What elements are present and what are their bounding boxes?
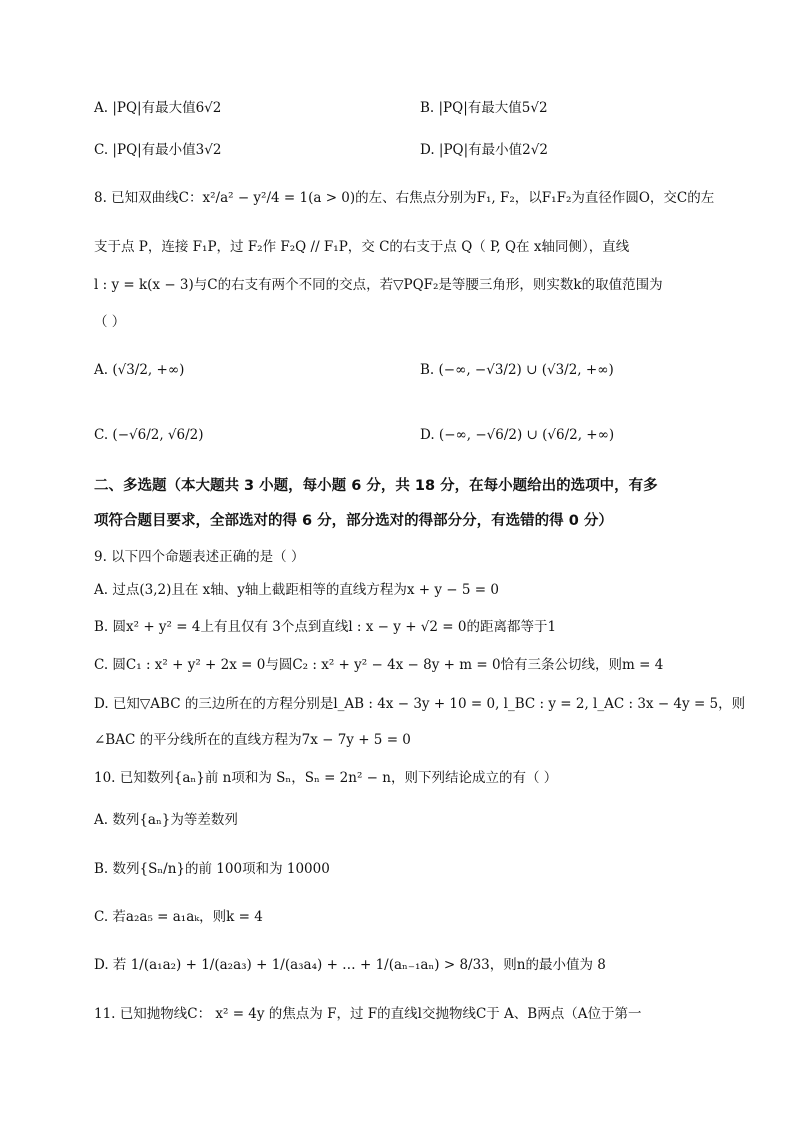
q10-option-d: D. 若 1/(a₁a₂) + 1/(a₂a₃) + 1/(a₃a₄) + … + 1/(aₙ₋₁aₙ) > 8/33，则n的最小值为 8 [94, 957, 606, 973]
q8-option-b: B. (−∞, −√3/2) ∪ (√3/2, +∞) [420, 362, 614, 378]
q10-stem: 10. 已知数列{aₙ}前 n项和为 Sₙ，Sₙ = 2n² − n，则下列结论成立的有（ ） [94, 770, 558, 786]
q9-option-b: B. 圆x² + y² = 4上有且仅有 3个点到直线l : x − y + √2 = 0的距离都等于1 [94, 619, 557, 635]
q10-option-a: A. 数列{aₙ}为等差数列 [94, 812, 238, 828]
q9-stem: 9. 以下四个命题表述正确的是（ ） [94, 549, 305, 565]
q9-option-c: C. 圆C₁ : x² + y² + 2x = 0与圆C₂ : x² + y² − 4x − 8y + m = 0恰有三条公切线，则m = 4 [94, 657, 664, 673]
q10-option-b: B. 数列{Sₙ/n}的前 100项和为 10000 [94, 861, 330, 877]
q11-stem: 11. 已知抛物线C： x² = 4y 的焦点为 F，过 F的直线l交抛物线C于 A、B两点（A位于第一 [94, 1006, 642, 1022]
section-heading-line-1: 二、多选题（本大题共 3 小题，每小题 6 分，共 18 分，在每小题给出的选项中，有多 [94, 478, 658, 494]
q8-stem-line-1: 8. 已知双曲线C：x²/a² − y²/4 = 1(a > 0)的左、右焦点分别为F₁, F₂，以F₁F₂为直径作圆O，交C的左 [94, 190, 715, 206]
q8-stem-line-4: （ ） [94, 314, 126, 330]
q8-stem-line-3: l : y = k(x − 3)与C的右支有两个不同的交点，若▽PQF₂是等腰三角形，则实数k的取值范围为 [94, 277, 663, 293]
q8-option-c: C. (−√6/2, √6/2) [94, 427, 204, 443]
q7-option-a: A. |PQ|有最大值6√2 [94, 100, 222, 116]
q8-option-a: A. (√3/2, +∞) [94, 362, 185, 378]
q8-stem-line-2: 支于点 P，连接 F₁P，过 F₂作 F₂Q // F₁P，交 C的右支于点 Q（ P, Q在 x轴同侧），直线 [94, 239, 630, 255]
section-heading-line-2: 项符合题目要求，全部选对的得 6 分，部分选对的得部分分，有选错的得 0 分） [94, 513, 613, 529]
q7-option-d: D. |PQ|有最小值2√2 [420, 142, 548, 158]
q9-option-d-line-2: ∠BAC 的平分线所在的直线方程为7x − 7y + 5 = 0 [94, 732, 411, 748]
q7-option-c: C. |PQ|有最小值3√2 [94, 142, 222, 158]
q10-option-c: C. 若a₂a₅ = a₁aₖ，则k = 4 [94, 909, 263, 925]
q9-option-a: A. 过点(3,2)且在 x轴、y轴上截距相等的直线方程为x + y − 5 = 0 [94, 582, 499, 598]
q9-option-d-line-1: D. 已知▽ABC 的三边所在的方程分别是l_AB : 4x − 3y + 10 = 0, l_BC : y = 2, l_AC : 3x − 4y = 5，则 [94, 696, 746, 712]
q7-option-b: B. |PQ|有最大值5√2 [420, 100, 548, 116]
q8-option-d: D. (−∞, −√6/2) ∪ (√6/2, +∞) [420, 427, 615, 443]
